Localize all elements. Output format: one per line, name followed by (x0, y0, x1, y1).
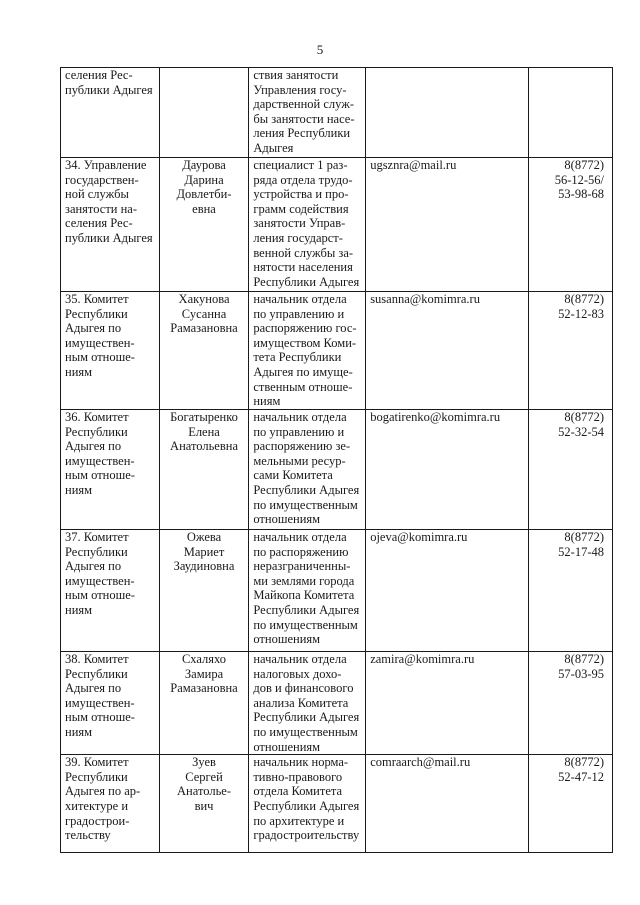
email-cell (366, 68, 529, 158)
position-cell (249, 158, 366, 292)
phone-cell (529, 158, 613, 292)
phone-cell (529, 530, 613, 652)
table-row (61, 410, 613, 530)
employee-name-cell (159, 530, 249, 652)
phone-cell (529, 652, 613, 755)
position-text: специалист 1 раз- ряда отдела трудо- устройства и про- грамм содействия занятости Управ- ления государст- венной службы за- нятости населения Республики Адыгея (253, 158, 360, 289)
email-text: zamira@komimra.ru (370, 652, 475, 666)
position-cell (249, 68, 366, 158)
employee-name-cell (159, 755, 249, 853)
organization-text: 38. Комитет Республики Адыгея по имуществен- ным отноше- ниям (65, 652, 135, 739)
organization-cell (61, 652, 160, 755)
email-text: susanna@komimra.ru (370, 292, 480, 306)
email-text: comraarch@mail.ru (370, 755, 471, 770)
page-number: 5 (316, 42, 324, 57)
phone-text: 8(8772) 57-03-95 (558, 652, 604, 681)
table-row (61, 530, 613, 652)
contacts-table-body (61, 68, 613, 853)
position-text: начальник отдела по распоряжению неразграниченны- ми землями города Майкопа Комитета Республики Адыгея по имущественным отношениям (253, 530, 360, 647)
phone-text: 8(8772) 52-12-83 (558, 292, 604, 321)
phone-cell (529, 755, 613, 853)
table-row (61, 652, 613, 755)
position-text: начальник отдела по управлению и распоряжению зе- мельными ресур- сами Комитета Республики Адыгея по имущественным отношениям (253, 410, 360, 527)
phone-text: 8(8772) 52-32-54 (558, 410, 604, 439)
position-text: начальник норма- тивно-правового отдела Комитета Республики Адыгея по архитектуре и градостроительству (253, 755, 360, 843)
email-cell (366, 292, 529, 410)
phone-text: 8(8772) 52-47-12 (558, 755, 604, 784)
employee-name-text: Зуев Сергей Анатолье- вич (177, 755, 232, 813)
email-cell (366, 530, 529, 652)
employee-name-cell (159, 292, 249, 410)
phone-cell (529, 410, 613, 530)
email-cell (366, 410, 529, 530)
position-text: ствия занятости Управления госу- дарственной служ- бы занятости насе- ления Республики Адыгея (253, 68, 355, 155)
organization-cell (61, 158, 160, 292)
organization-text: 36. Комитет Республики Адыгея по имуществен- ным отноше- ниям (65, 410, 135, 497)
employee-name-cell (159, 68, 249, 158)
organization-text: 37. Комитет Республики Адыгея по имуществен- ным отноше- ниям (65, 530, 135, 617)
position-cell (249, 292, 366, 410)
email-text: bogatirenko@komimra.ru (370, 410, 501, 424)
organization-text: 35. Комитет Республики Адыгея по имуществен- ным отноше- ниям (65, 292, 135, 379)
employee-name-cell (159, 158, 249, 292)
organization-text: 39. Комитет Республики Адыгея по ар- хитектуре и градострои- тельству (65, 755, 141, 843)
position-text: начальник отдела налоговых дохо- дов и финансового анализа Комитета Республики Адыгея по имущественным отношениям (253, 652, 360, 754)
table-row (61, 158, 613, 292)
table-row (61, 755, 613, 853)
organization-cell (61, 410, 160, 530)
table-row (61, 292, 613, 410)
phone-cell (529, 292, 613, 410)
position-cell (249, 530, 366, 652)
organization-cell (61, 755, 160, 853)
employee-name-cell (159, 652, 249, 755)
position-cell (249, 410, 366, 530)
email-cell (366, 755, 529, 853)
email-text: ugsznra@mail.ru (370, 158, 457, 172)
phone-text: 8(8772) 56-12-56/ 53-98-68 (554, 158, 604, 202)
organization-text: селения Рес- публики Адыгея (65, 68, 153, 97)
organization-cell (61, 292, 160, 410)
employee-name-text: Схаляхо Замира Рамазановна (170, 652, 238, 696)
organization-text: 34. Управление государствен- ной службы занятости на- селения Рес- публики Адыгея (65, 158, 153, 245)
employee-name-cell (159, 410, 249, 530)
employee-name-text: Богатыренко Елена Анатольевна (170, 410, 238, 454)
organization-cell (61, 530, 160, 652)
position-cell (249, 755, 366, 853)
email-cell (366, 158, 529, 292)
organization-cell (61, 68, 160, 158)
employee-name-text: Даурова Дарина Довлетби- евна (176, 158, 232, 216)
email-text: ojeva@komimra.ru (370, 530, 468, 544)
table-row (61, 68, 613, 158)
phone-text: 8(8772) 52-17-48 (558, 530, 604, 559)
phone-cell (529, 68, 613, 158)
position-cell (249, 652, 366, 755)
position-text: начальник отдела по управлению и распоряжению гос- имуществом Коми- тета Республики Адыгея по имуще- ственным отноше- ниям (253, 292, 357, 409)
employee-name-text: Ожева Мариет Заудиновна (173, 530, 235, 574)
employee-name-text: Хакунова Сусанна Рамазановна (170, 292, 238, 336)
contacts-table (60, 67, 613, 853)
email-cell (366, 652, 529, 755)
